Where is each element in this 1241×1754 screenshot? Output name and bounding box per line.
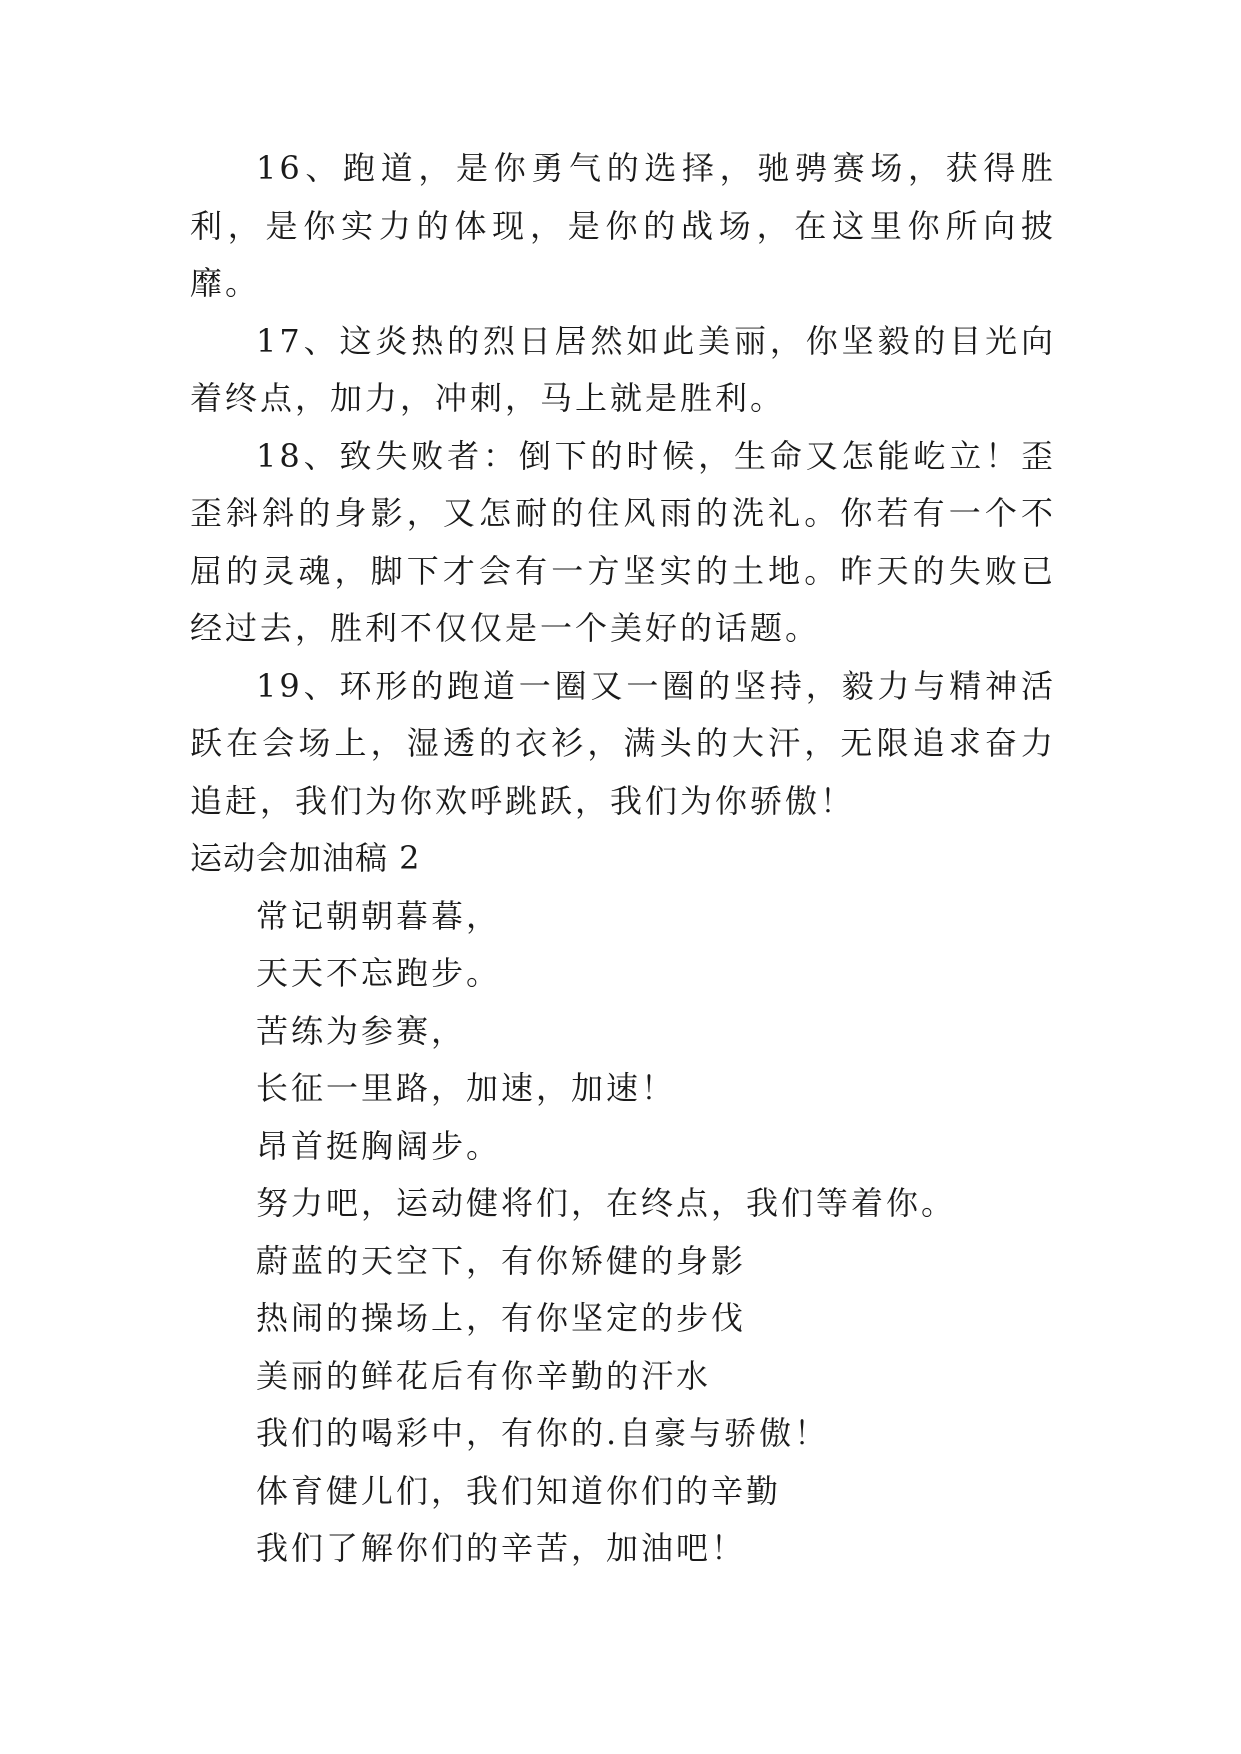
paragraph-19: 19、环形的跑道一圈又一圈的坚持，毅力与精神活跃在会场上，湿透的衣衫，满头的大汗，无限追求奋力追赶，我们为你欢呼跳跃，我们为你骄傲！ (190, 666, 1056, 820)
poem-line: 昂首挺胸阔步。 (256, 1126, 502, 1165)
poem-line: 我们了解你们的辛苦，加油吧！ (256, 1529, 747, 1567)
poem-line: 热闹的操场上，有你坚定的步伐 (256, 1299, 747, 1337)
poem-line: 努力吧，运动健将们，在终点，我们等着你。 (256, 1184, 957, 1222)
poem (190, 888, 1056, 1578)
document-page (190, 140, 1056, 1578)
poem-line: 我们的喝彩中，有你的.自豪与骄傲！ (256, 1414, 830, 1452)
paragraph-17: 17、这炎热的烈日居然如此美丽，你坚毅的目光向着终点，加力，冲刺，马上就是胜利。 (190, 321, 1056, 417)
section-title: 运动会加油稿 2 (190, 839, 421, 877)
poem-line: 长征一里路，加速，加速！ (256, 1069, 677, 1107)
poem-line: 体育健儿们，我们知道你们的辛勤 (256, 1471, 782, 1510)
poem-line: 苦练为参赛， (256, 1011, 467, 1050)
poem-line: 常记朝朝暮暮， (256, 896, 502, 935)
poem-line: 美丽的鲜花后有你辛勤的汗水 (256, 1356, 712, 1395)
poem-line: 蔚蓝的天空下，有你矫健的身影 (256, 1241, 747, 1280)
paragraph-18: 18、致失败者：倒下的时候，生命又怎能屹立！歪歪斜斜的身影，又怎耐的住风雨的洗礼。你若有一个不屈的灵魂，脚下才会有一方坚实的土地。昨天的失败已经过去，胜利不仅仅是一个美好的话题。 (190, 436, 1056, 647)
poem-line: 天天不忘跑步。 (256, 954, 502, 992)
paragraph-16: 16、跑道，是你勇气的选择，驰骋赛场，获得胜利，是你实力的体现，是你的战场，在这里你所向披靡。 (190, 149, 1056, 302)
